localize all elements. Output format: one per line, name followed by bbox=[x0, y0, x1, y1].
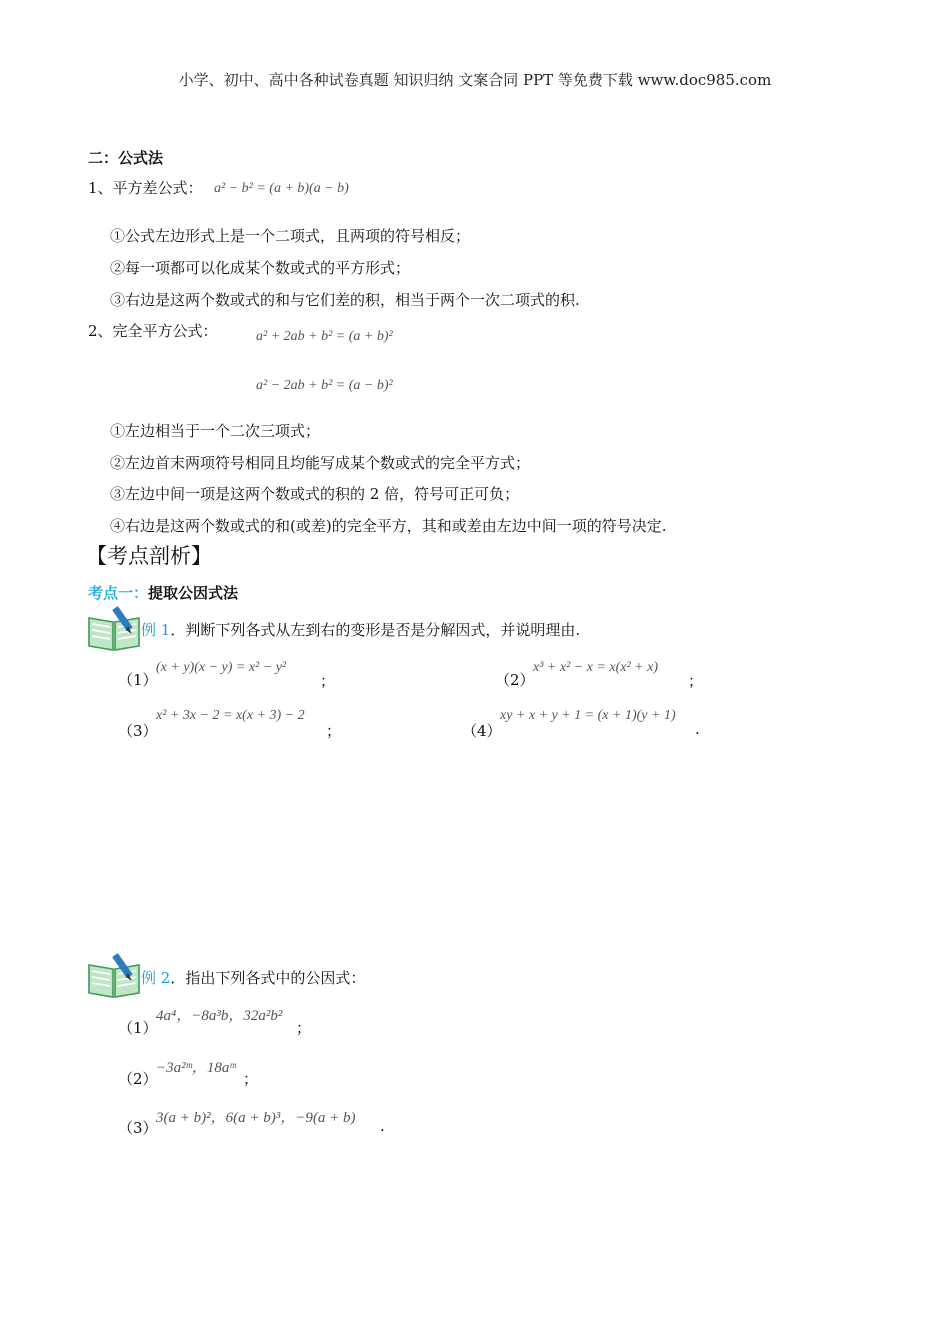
ex2-item1-expr: 4a⁴，−8a³b，32a²b² bbox=[156, 1008, 283, 1024]
key-point-name: 提取公因式法 bbox=[148, 584, 239, 602]
formula2-note-1: ①左边相当于一个二次三项式； bbox=[110, 422, 321, 440]
formula1-note-2: ②每一项都可以化成某个数或式的平方形式； bbox=[110, 259, 411, 277]
example1-prompt bbox=[141, 619, 580, 640]
page-header: 小学、初中、高中各种试卷真题 知识归纳 文案合同 PPT 等免费下载 www.doc985.com bbox=[178, 71, 772, 89]
ex1-item1-end: ； bbox=[320, 672, 336, 690]
formula1-label: 1、平方差公式： bbox=[88, 179, 203, 197]
ex2-item2-end: ； bbox=[243, 1070, 259, 1088]
book-pencil-icon bbox=[86, 953, 142, 999]
formula1-note-1: ①公式左边形式上是一个二项式，且两项的符号相反； bbox=[110, 227, 471, 245]
section-title: 二：公式法 bbox=[88, 149, 164, 167]
analysis-heading: 【考点剖析】 bbox=[86, 544, 212, 568]
example1-text: ．判断下列各式从左到右的变形是否是分解因式，并说明理由. bbox=[170, 621, 581, 639]
ex2-item1-num: （1） bbox=[118, 1019, 158, 1037]
ex1-item4-expr: xy + x + y + 1 = (x + 1)(y + 1) bbox=[500, 708, 676, 723]
key-point-prefix: 考点一： bbox=[88, 584, 149, 602]
ex2-item2-num: （2） bbox=[118, 1070, 158, 1088]
example1-label: 例 1 bbox=[141, 621, 171, 639]
ex1-item2-end: ； bbox=[688, 672, 704, 690]
ex1-item4-num: （4） bbox=[462, 722, 502, 740]
key-point-title bbox=[88, 582, 238, 603]
ex1-item3-end: ； bbox=[326, 722, 342, 740]
formula2-note-2: ②左边首末两项符号相同且均能写成某个数或式的完全平方式； bbox=[110, 454, 531, 472]
ex1-item1-expr: (x + y)(x − y) = x² − y² bbox=[156, 660, 287, 675]
formula2-label: 2、完全平方公式： bbox=[88, 322, 218, 340]
formula2-note-4: ④右边是这两个数或式的和(或差)的完全平方，其和或差由左边中间一项的符号决定. bbox=[110, 517, 667, 535]
ex1-item3-expr: x² + 3x − 2 = x(x + 3) − 2 bbox=[156, 708, 305, 723]
difference-of-squares-formula: a² − b² = (a + b)(a − b) bbox=[214, 181, 349, 196]
ex2-item3-expr: 3(a + b)²，6(a + b)³，−9(a + b) bbox=[156, 1110, 356, 1126]
perfect-square-plus-formula: a² + 2ab + b² = (a + b)² bbox=[256, 329, 393, 344]
formula2-note-3: ③左边中间一项是这两个数或式的积的 2 倍，符号可正可负； bbox=[110, 485, 520, 503]
example2-text: ．指出下列各式中的公因式： bbox=[170, 969, 366, 987]
ex2-item3-num: （3） bbox=[118, 1119, 158, 1137]
ex2-item2-expr: −3a²ᵐ，18aᵐ bbox=[156, 1060, 236, 1076]
ex1-item3-num: （3） bbox=[118, 722, 158, 740]
ex1-item4-end: . bbox=[695, 720, 700, 738]
ex2-item3-end: . bbox=[380, 1117, 385, 1135]
formula1-note-3: ③右边是这两个数或式的和与它们差的积，相当于两个一次二项式的积. bbox=[110, 291, 580, 309]
perfect-square-minus-formula: a² − 2ab + b² = (a − b)² bbox=[256, 378, 393, 393]
example2-prompt bbox=[141, 967, 365, 988]
example2-label: 例 2 bbox=[141, 969, 171, 987]
ex1-item2-expr: x³ + x² − x = x(x² + x) bbox=[533, 660, 658, 675]
ex1-item1-num: （1） bbox=[118, 671, 158, 689]
book-pencil-icon bbox=[86, 606, 142, 652]
ex2-item1-end: ； bbox=[296, 1019, 312, 1037]
ex1-item2-num: （2） bbox=[495, 671, 535, 689]
